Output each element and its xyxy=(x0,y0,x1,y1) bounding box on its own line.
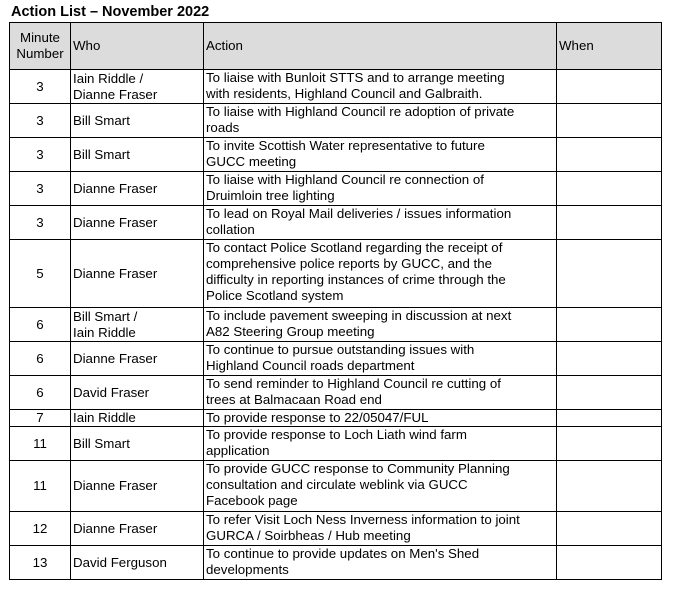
cell-when xyxy=(557,70,662,104)
header-when: When xyxy=(557,23,662,70)
cell-who: Bill Smart xyxy=(71,427,204,461)
cell-when xyxy=(557,461,662,512)
table-row xyxy=(10,427,662,461)
cell-when xyxy=(557,427,662,461)
cell-action: To continue to pursue outstanding issues with Highland Council roads department xyxy=(204,342,557,376)
header-minute-number: Minute Number xyxy=(10,23,71,70)
cell-action: To liaise with Highland Council re adoption of private roads xyxy=(204,104,557,138)
cell-minute-number: 11 xyxy=(10,427,71,461)
cell-when xyxy=(557,172,662,206)
cell-minute-number: 5 xyxy=(10,240,71,308)
cell-who: Bill Smart xyxy=(71,138,204,172)
cell-when xyxy=(557,410,662,427)
table-row xyxy=(10,410,662,427)
cell-minute-number: 6 xyxy=(10,376,71,410)
cell-when xyxy=(557,206,662,240)
cell-action: To contact Police Scotland regarding the receipt of comprehensive police reports by GUCC, and the difficulty in reporting instances of crime through the Police Scotland system xyxy=(204,240,557,308)
cell-who: Dianne Fraser xyxy=(71,512,204,546)
cell-minute-number: 3 xyxy=(10,138,71,172)
cell-action: To continue to provide updates on Men's Shed developments xyxy=(204,546,557,580)
table-row xyxy=(10,172,662,206)
cell-who: Iain Riddle / Dianne Fraser xyxy=(71,70,204,104)
cell-who: Dianne Fraser xyxy=(71,461,204,512)
table-row xyxy=(10,308,662,342)
table-row xyxy=(10,138,662,172)
cell-minute-number: 13 xyxy=(10,546,71,580)
table-row xyxy=(10,240,662,308)
cell-action: To liaise with Bunloit STTS and to arrange meeting with residents, Highland Council and Galbraith. xyxy=(204,70,557,104)
cell-minute-number: 11 xyxy=(10,461,71,512)
table-row xyxy=(10,70,662,104)
cell-when xyxy=(557,240,662,308)
cell-action: To provide GUCC response to Community Planning consultation and circulate weblink via GUCC Facebook page xyxy=(204,461,557,512)
cell-minute-number: 3 xyxy=(10,172,71,206)
page-title: Action List – November 2022 xyxy=(11,4,210,20)
cell-when xyxy=(557,104,662,138)
cell-when xyxy=(557,308,662,342)
cell-minute-number: 7 xyxy=(10,410,71,427)
cell-when xyxy=(557,138,662,172)
cell-action: To send reminder to Highland Council re cutting of trees at Balmacaan Road end xyxy=(204,376,557,410)
table-body xyxy=(10,70,662,580)
cell-minute-number: 12 xyxy=(10,512,71,546)
cell-action: To lead on Royal Mail deliveries / issues information collation xyxy=(204,206,557,240)
cell-action: To invite Scottish Water representative to future GUCC meeting xyxy=(204,138,557,172)
header-who: Who xyxy=(71,23,204,70)
cell-who: Dianne Fraser xyxy=(71,342,204,376)
cell-action: To provide response to Loch Liath wind farm application xyxy=(204,427,557,461)
cell-who: Iain Riddle xyxy=(71,410,204,427)
cell-action: To liaise with Highland Council re connection of Druimloin tree lighting xyxy=(204,172,557,206)
cell-minute-number: 3 xyxy=(10,70,71,104)
cell-when xyxy=(557,546,662,580)
cell-who: Bill Smart xyxy=(71,104,204,138)
cell-who: Dianne Fraser xyxy=(71,240,204,308)
table-row xyxy=(10,461,662,512)
table-row xyxy=(10,376,662,410)
cell-action: To provide response to 22/05047/FUL xyxy=(204,410,557,427)
cell-action: To include pavement sweeping in discussion at next A82 Steering Group meeting xyxy=(204,308,557,342)
header-action: Action xyxy=(204,23,557,70)
cell-when xyxy=(557,512,662,546)
table-row xyxy=(10,104,662,138)
table-row xyxy=(10,206,662,240)
cell-who: Dianne Fraser xyxy=(71,172,204,206)
cell-who: David Fraser xyxy=(71,376,204,410)
table-row xyxy=(10,512,662,546)
cell-who: Bill Smart / Iain Riddle xyxy=(71,308,204,342)
cell-action: To refer Visit Loch Ness Inverness information to joint GURCA / Soirbheas / Hub meeting xyxy=(204,512,557,546)
table-row xyxy=(10,546,662,580)
table-header-row xyxy=(10,23,662,70)
cell-minute-number: 6 xyxy=(10,342,71,376)
cell-who: David Ferguson xyxy=(71,546,204,580)
action-table xyxy=(9,22,662,580)
cell-who: Dianne Fraser xyxy=(71,206,204,240)
cell-when xyxy=(557,376,662,410)
cell-when xyxy=(557,342,662,376)
cell-minute-number: 6 xyxy=(10,308,71,342)
cell-minute-number: 3 xyxy=(10,104,71,138)
cell-minute-number: 3 xyxy=(10,206,71,240)
table-row xyxy=(10,342,662,376)
